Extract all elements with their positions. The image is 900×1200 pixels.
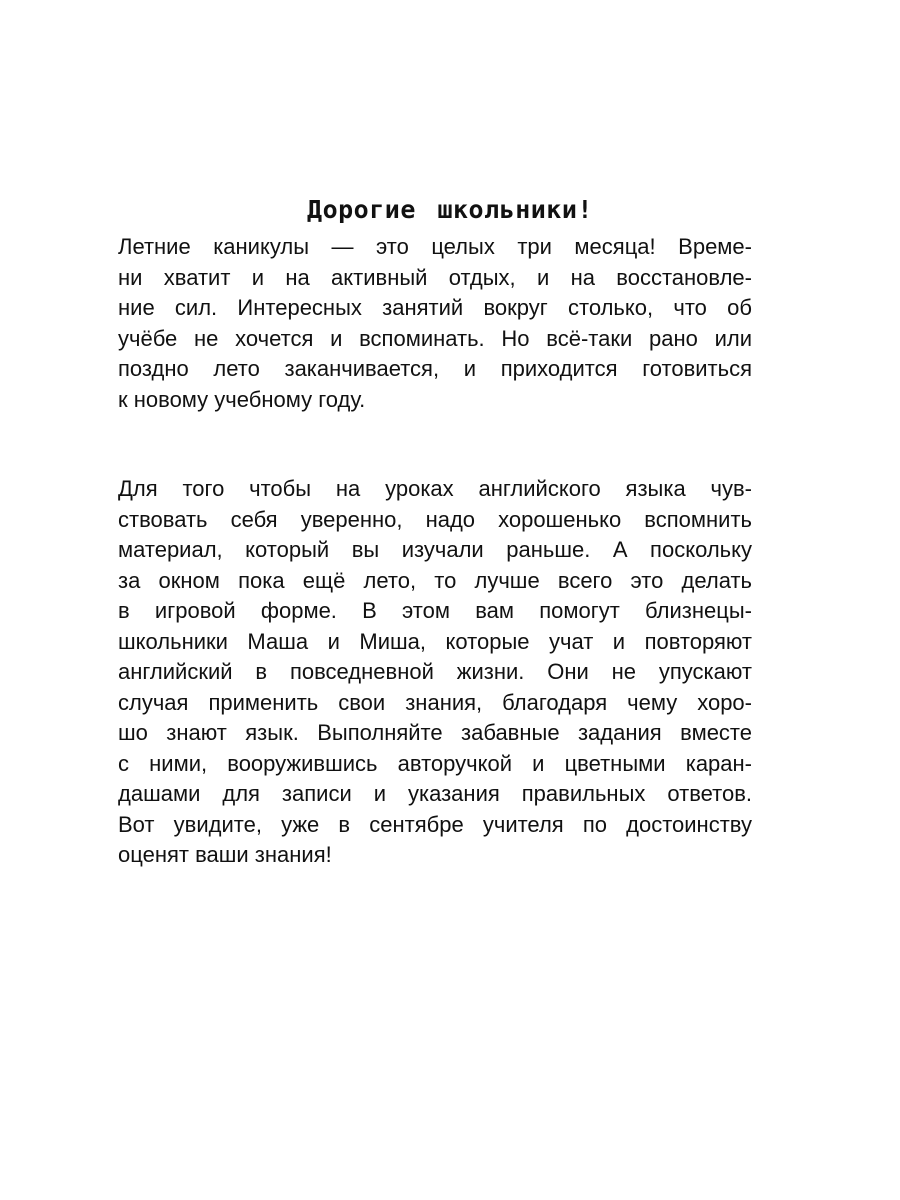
text-line: Вот увидите, уже в сентябре учителя по достоинству — [118, 811, 752, 837]
text-line: Для того чтобы на уроках английского языка чув- — [118, 476, 752, 501]
text-line: случая применить свои знания, благодаря чему хоро- — [118, 689, 752, 715]
text-line: дашами для записи и указания правильных ответов. — [118, 781, 752, 806]
text-line: с ними, вооружившись авторучкой и цветными каран- — [118, 750, 752, 776]
text-line: ствовать себя уверенно, надо хорошенько вспомнить — [118, 506, 752, 532]
text-line: учёбе не хочется и вспоминать. Но всё-таки рано или — [118, 325, 752, 351]
text-line: за окном пока ещё лето, то лучше всего это делать — [118, 567, 752, 593]
text-line: оценят ваши знания! — [118, 842, 332, 867]
text-line: Летние каникулы — это целых три месяца! Време- — [118, 234, 752, 259]
text-line: поздно лето заканчивается, и приходится готовиться — [118, 356, 752, 381]
paragraph-intro — [118, 232, 752, 415]
text-line: шо знают язык. Выполняйте забавные задания вместе — [118, 720, 752, 745]
paragraph-main — [118, 474, 752, 871]
text-line: материал, который вы изучали раньше. А поскольку — [118, 537, 752, 562]
page-title: Дорогие школьники! — [307, 195, 593, 224]
text-line: ние сил. Интересных занятий вокруг столько, что об — [118, 295, 752, 320]
text-line: ни хватит и на активный отдых, и на восстановле- — [118, 264, 752, 290]
text-line: английский в повседневной жизни. Они не упускают — [118, 659, 752, 684]
text-line: к новому учебному году. — [118, 386, 366, 412]
text-line: школьники Маша и Миша, которые учат и повторяют — [118, 628, 752, 654]
text-line: в игровой форме. В этом вам помогут близнецы- — [118, 598, 752, 623]
